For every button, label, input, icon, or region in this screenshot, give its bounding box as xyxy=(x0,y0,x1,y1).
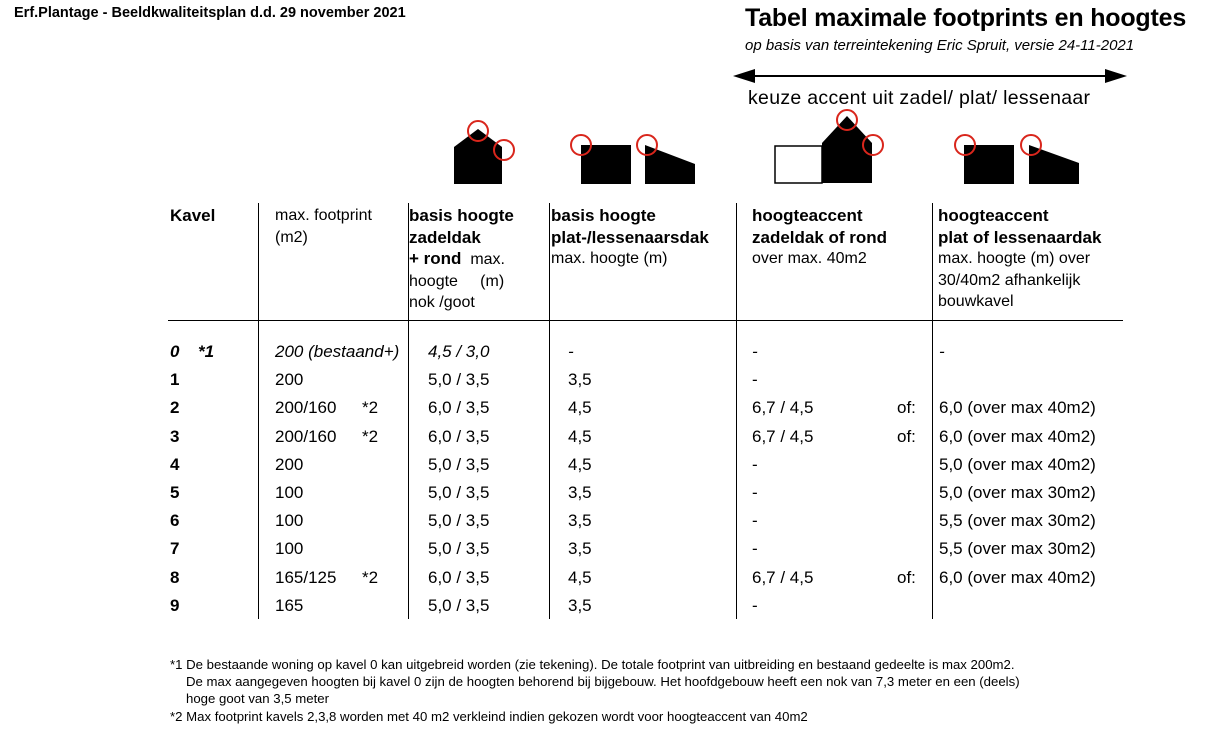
footnote-1: *1 De bestaande woning op kavel 0 kan uitgebreid worden (zie tekening). De totale footprint van uitbreiding en bestaand gedeelte is max 200m2. xyxy=(170,657,1015,672)
column-divider xyxy=(932,203,933,619)
cell-accent-zadeldak: - xyxy=(752,370,758,390)
cell-zadeldak: 6,0 / 3,5 xyxy=(428,426,490,446)
cell-plat: 4,5 xyxy=(568,454,592,474)
header-divider xyxy=(168,320,1123,321)
cell-kavel: 2 xyxy=(170,398,180,418)
cell-accent-plat: 5,0 (over max 40m2) xyxy=(939,454,1096,474)
cell-plat: 4,5 xyxy=(568,567,592,587)
cell-accent-zadeldak: - xyxy=(752,539,758,559)
cell-zadeldak: 5,0 / 3,5 xyxy=(428,483,490,502)
header-basis-zadeldak: basis hoogte zadeldak + rond max. hoogte (m) nok /goot xyxy=(409,206,514,311)
cell-fp-note: *2 xyxy=(362,567,379,587)
cell-plat: - xyxy=(568,342,574,361)
cell-accent-zadeldak: 6,7 / 4,5 xyxy=(752,426,814,446)
cell-zadeldak: 6,0 / 3,5 xyxy=(428,567,490,587)
cell-accent-plat: 6,0 (over max 40m2) xyxy=(939,398,1096,418)
cell-accent-plat: 5,5 (over max 30m2) xyxy=(939,539,1096,559)
header-kavel: Kavel xyxy=(170,206,216,225)
cell-zadeldak: 5,0 / 3,5 xyxy=(428,595,490,615)
cell-footprint: 200 (bestaand+) xyxy=(275,342,400,361)
cell-accent-plat: 6,0 (over max 40m2) xyxy=(939,426,1096,446)
cell-zadeldak: 5,0 / 3,5 xyxy=(428,454,490,474)
cell-footprint: 100 xyxy=(275,483,304,502)
cell-accent-plat: 5,5 (over max 30m2) xyxy=(939,511,1096,531)
cell-zadeldak: 5,0 / 3,5 xyxy=(428,511,490,531)
header-footprint: max. footprint (m2) xyxy=(275,207,372,246)
cell-footprint: 200/160 xyxy=(275,398,337,418)
cell-accent-zadeldak: 6,7 / 4,5 xyxy=(752,567,814,587)
cell-accent-zadeldak: - xyxy=(752,511,758,531)
footnote-1-line-3: hoge goot van 3,5 meter xyxy=(186,691,329,706)
header-basis-plat: basis hoogte plat-/lessenaarsdak max. hoogte (m) xyxy=(551,206,709,267)
cell-of: of: xyxy=(897,398,916,418)
cell-plat: 3,5 xyxy=(568,511,592,531)
cell-zadeldak: 5,0 / 3,5 xyxy=(428,370,490,390)
document-header: Erf.Plantage - Beeldkwaliteitsplan d.d. 29 november 2021 xyxy=(14,5,406,21)
cell-footprint: 200 xyxy=(275,454,304,474)
header-accent-zadeldak: hoogteaccent zadeldak of rond over max. 40m2 xyxy=(752,206,888,267)
column-divider xyxy=(258,203,259,619)
cell-kavel: 4 xyxy=(170,454,180,474)
cell-zadeldak: 4,5 / 3,0 xyxy=(428,342,490,361)
page-title: Tabel maximale footprints en hoogtes xyxy=(745,4,1187,32)
cell-kavel: 3 xyxy=(170,426,180,446)
cell-plat: 4,5 xyxy=(568,398,592,418)
plat-lessenaar-houses-icon xyxy=(565,127,700,187)
cell-footprint: 165/125 xyxy=(275,567,337,587)
cell-accent-zadeldak: - xyxy=(752,483,758,502)
accent-zadeldak-house-icon xyxy=(770,105,890,187)
page-subtitle: op basis van terreintekening Eric Spruit, versie 24-11-2021 xyxy=(745,37,1135,54)
zadeldak-house-icon xyxy=(445,117,520,187)
cell-kavel: 6 xyxy=(170,511,180,531)
cell-footprint: 100 xyxy=(275,511,304,531)
cell-of: of: xyxy=(897,426,916,446)
cell-kavel: 7 xyxy=(170,539,180,559)
cell-fp-note: *2 xyxy=(362,426,379,446)
cell-plat: 4,5 xyxy=(568,426,592,446)
cell-accent-plat: - xyxy=(939,342,945,361)
accent-plat-lessenaar-houses-icon xyxy=(950,127,1085,187)
footnote-1-line-2: De max aangegeven hoogten bij kavel 0 zijn de hoogten behorend bij bijgebouw. Het hoofdgebouw heeft een nok van 7,3 meter en een (deels) xyxy=(186,674,1020,689)
cell-zadeldak: 6,0 / 3,5 xyxy=(428,398,490,418)
cell-kavel: 5 xyxy=(170,483,180,502)
cell-kavel: 1 xyxy=(170,370,180,390)
cell-plat: 3,5 xyxy=(568,539,592,559)
cell-accent-plat: 5,0 (over max 30m2) xyxy=(939,483,1096,502)
cell-accent-zadeldak: - xyxy=(752,595,758,615)
header-accent-plat: hoogteaccent plat of lessenaardak max. hoogte (m) over 30/40m2 afhankelijk bouwkavel xyxy=(938,206,1102,310)
cell-accent-zadeldak: 6,7 / 4,5 xyxy=(752,398,814,418)
cell-footprint: 200/160 xyxy=(275,426,337,446)
cell-accent-zadeldak: - xyxy=(752,454,758,474)
column-divider xyxy=(549,203,550,619)
cell-accent-zadeldak: - xyxy=(752,342,758,361)
double-arrow-icon xyxy=(733,66,1127,86)
cell-plat: 3,5 xyxy=(568,595,592,615)
cell-plat: 3,5 xyxy=(568,370,592,390)
footnote-2: *2 Max footprint kavels 2,3,8 worden met 40 m2 verkleind indien gekozen wordt voor hoogteaccent van 40m2 xyxy=(170,709,808,724)
cell-accent-plat: 6,0 (over max 40m2) xyxy=(939,567,1096,587)
cell-note: *1 xyxy=(198,342,215,361)
cell-plat: 3,5 xyxy=(568,483,592,502)
cell-kavel: 0 xyxy=(170,342,180,361)
cell-footprint: 200 xyxy=(275,370,304,390)
cell-of: of: xyxy=(897,567,916,587)
cell-fp-note: *2 xyxy=(362,398,379,418)
cell-zadeldak: 5,0 / 3,5 xyxy=(428,539,490,559)
cell-kavel: 9 xyxy=(170,595,180,615)
cell-kavel: 8 xyxy=(170,567,180,587)
cell-footprint: 165 xyxy=(275,595,304,615)
accent-choice-label: keuze accent uit zadel/ plat/ lessenaar xyxy=(748,87,1091,109)
cell-footprint: 100 xyxy=(275,539,304,559)
column-divider xyxy=(736,203,737,619)
